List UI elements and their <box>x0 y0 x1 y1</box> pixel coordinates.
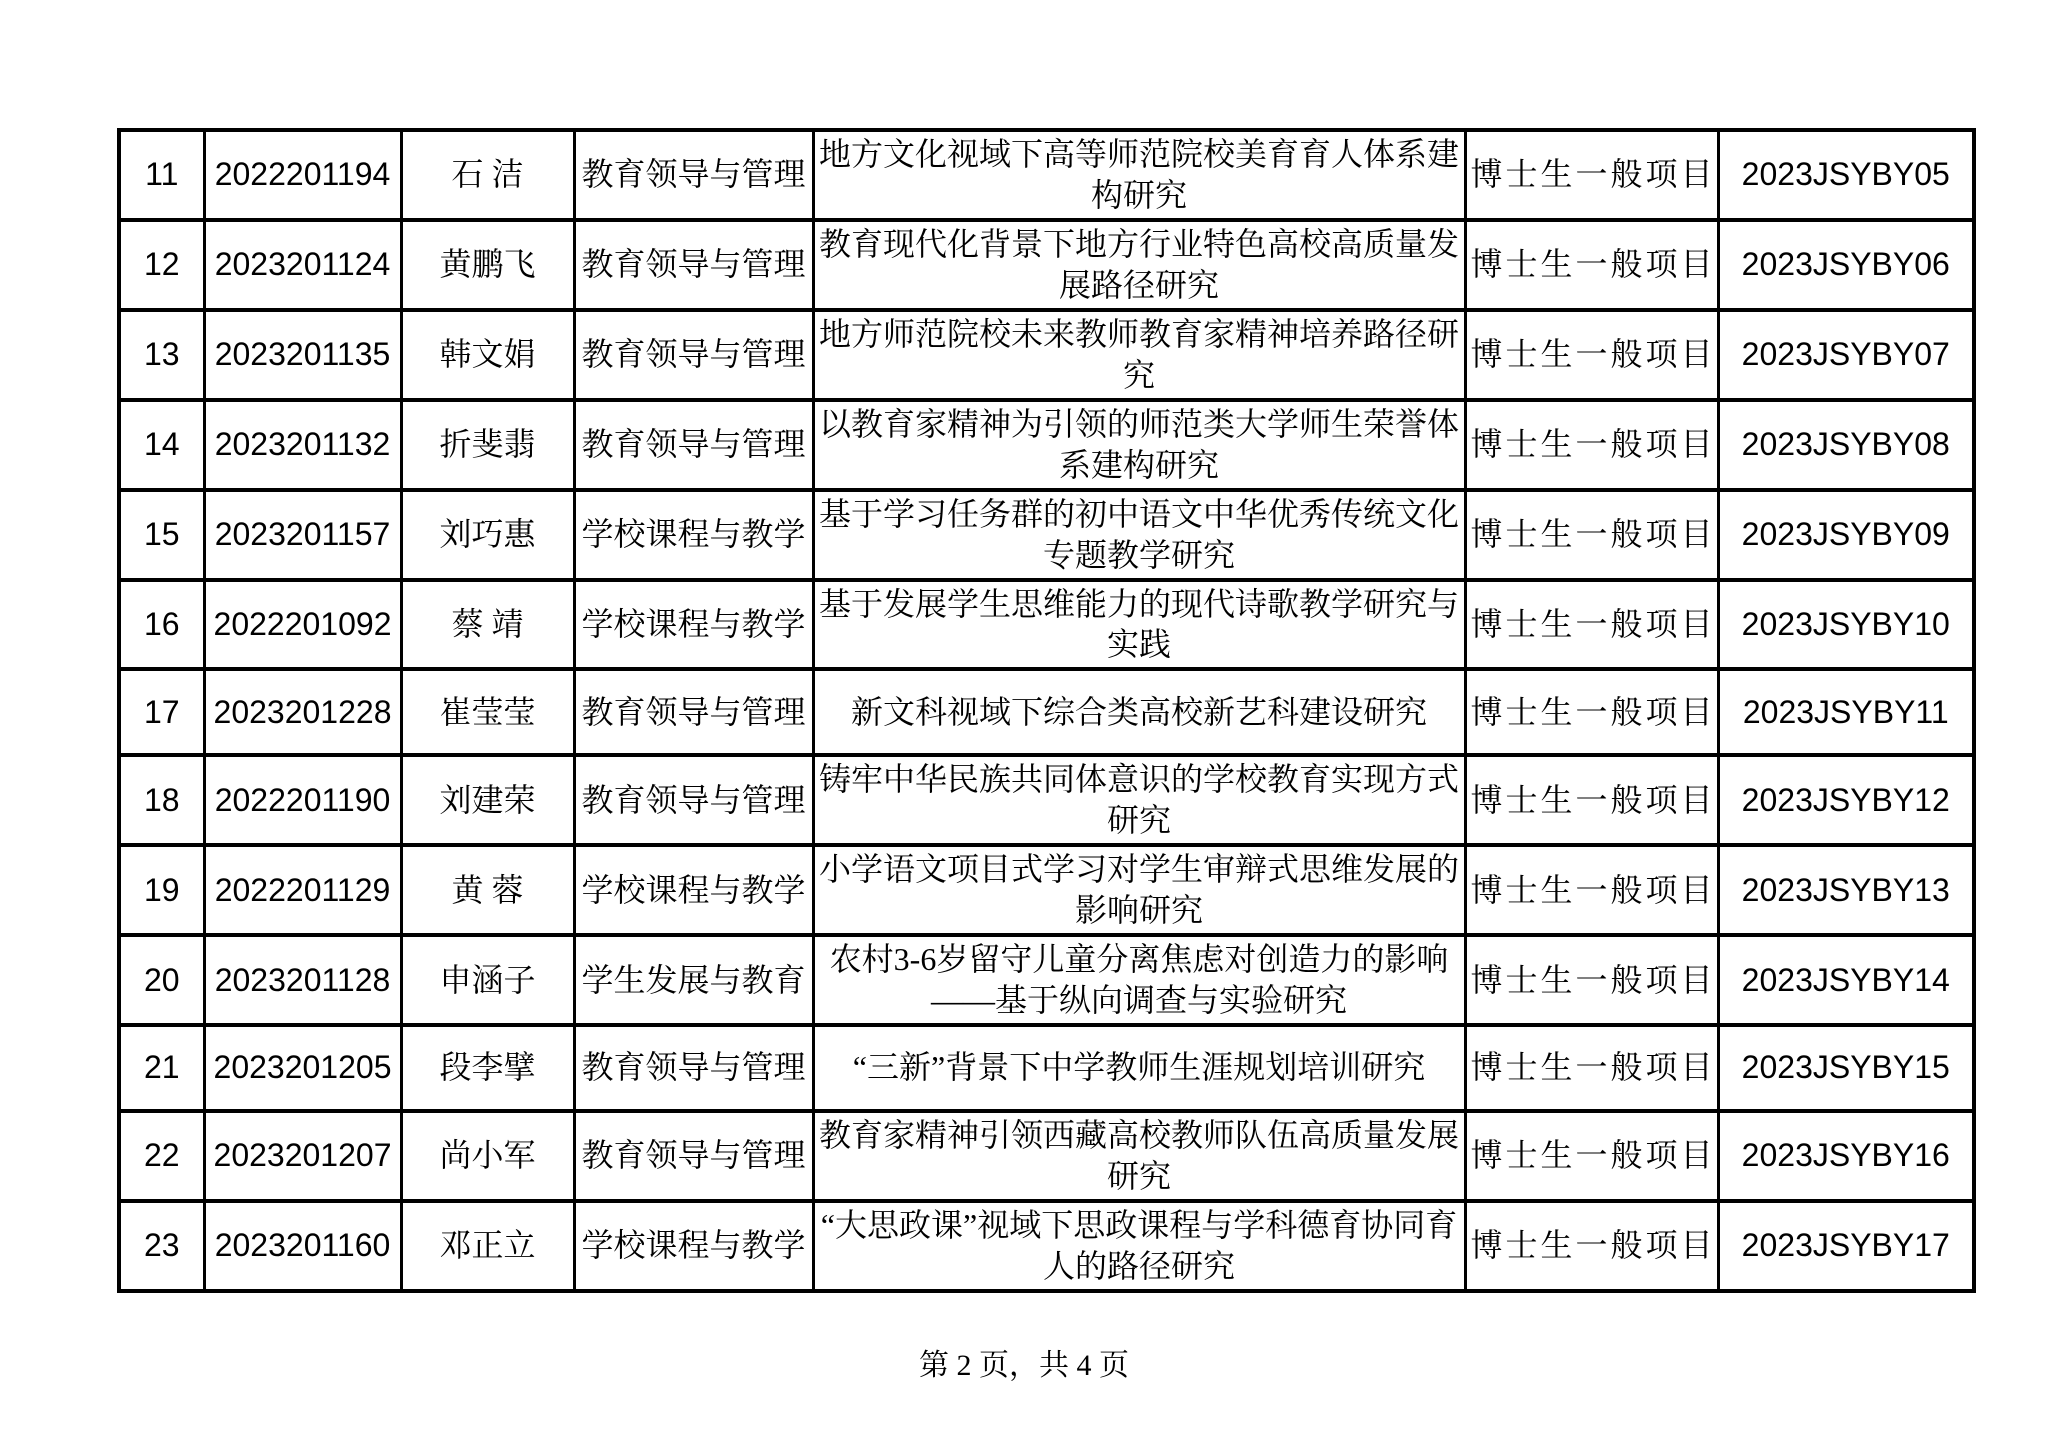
row-number-cell: 12 <box>119 220 204 310</box>
row-number-cell: 23 <box>119 1201 204 1291</box>
row-number-cell: 11 <box>119 130 204 220</box>
name-cell: 石 洁 <box>401 130 574 220</box>
project-title-cell: 地方师范院校未来教师教育家精神培养路径研究 <box>813 310 1465 400</box>
project-title-cell: “三新”背景下中学教师生涯规划培训研究 <box>813 1025 1465 1111</box>
research-field-cell: 教育领导与管理 <box>574 310 813 400</box>
project-type-cell: 博士生一般项目 <box>1465 1025 1718 1111</box>
project-type-cell: 博士生一般项目 <box>1465 580 1718 670</box>
name-cell: 折斐翡 <box>401 400 574 490</box>
name-cell: 黄 蓉 <box>401 845 574 935</box>
project-code-cell: 2023JSYBY16 <box>1718 1111 1974 1201</box>
project-type-cell: 博士生一般项目 <box>1465 220 1718 310</box>
project-title-cell: 基于发展学生思维能力的现代诗歌教学研究与实践 <box>813 580 1465 670</box>
project-title-cell: 地方文化视域下高等师范院校美育育人体系建构研究 <box>813 130 1465 220</box>
table-row <box>119 580 1974 670</box>
project-code-cell: 2023JSYBY12 <box>1718 755 1974 845</box>
name-cell: 段李擘 <box>401 1025 574 1111</box>
student-id-cell: 2023201205 <box>204 1025 401 1111</box>
research-field-cell: 学校课程与教学 <box>574 490 813 580</box>
name-cell: 韩文娟 <box>401 310 574 400</box>
research-field-cell: 教育领导与管理 <box>574 220 813 310</box>
project-code-cell: 2023JSYBY09 <box>1718 490 1974 580</box>
project-type-cell: 博士生一般项目 <box>1465 400 1718 490</box>
project-code-cell: 2023JSYBY08 <box>1718 400 1974 490</box>
project-title-cell: 教育现代化背景下地方行业特色高校高质量发展路径研究 <box>813 220 1465 310</box>
project-title-cell: 铸牢中华民族共同体意识的学校教育实现方式研究 <box>813 755 1465 845</box>
research-field-cell: 学校课程与教学 <box>574 1201 813 1291</box>
project-title-cell: 小学语文项目式学习对学生审辩式思维发展的影响研究 <box>813 845 1465 935</box>
project-code-cell: 2023JSYBY14 <box>1718 935 1974 1025</box>
project-title-cell: 新文科视域下综合类高校新艺科建设研究 <box>813 669 1465 755</box>
student-id-cell: 2022201129 <box>204 845 401 935</box>
student-id-cell: 2023201124 <box>204 220 401 310</box>
research-field-cell: 教育领导与管理 <box>574 400 813 490</box>
project-code-cell: 2023JSYBY17 <box>1718 1201 1974 1291</box>
research-field-cell: 教育领导与管理 <box>574 1025 813 1111</box>
project-code-cell: 2023JSYBY11 <box>1718 669 1974 755</box>
row-number-cell: 14 <box>119 400 204 490</box>
research-field-cell: 学校课程与教学 <box>574 580 813 670</box>
student-id-cell: 2023201207 <box>204 1111 401 1201</box>
student-id-cell: 2022201190 <box>204 755 401 845</box>
project-type-cell: 博士生一般项目 <box>1465 845 1718 935</box>
row-number-cell: 15 <box>119 490 204 580</box>
project-title-cell: 教育家精神引领西藏高校教师队伍高质量发展研究 <box>813 1111 1465 1201</box>
name-cell: 崔莹莹 <box>401 669 574 755</box>
project-type-cell: 博士生一般项目 <box>1465 1111 1718 1201</box>
project-code-cell: 2023JSYBY10 <box>1718 580 1974 670</box>
projects-table <box>117 128 1976 1293</box>
page-number-footer: 第 2 页，共 4 页 <box>919 1349 1129 1382</box>
research-field-cell: 教育领导与管理 <box>574 1111 813 1201</box>
student-id-cell: 2023201132 <box>204 400 401 490</box>
student-id-cell: 2023201157 <box>204 490 401 580</box>
student-id-cell: 2023201160 <box>204 1201 401 1291</box>
row-number-cell: 18 <box>119 755 204 845</box>
project-type-cell: 博士生一般项目 <box>1465 130 1718 220</box>
name-cell: 邓正立 <box>401 1201 574 1291</box>
name-cell: 蔡 靖 <box>401 580 574 670</box>
name-cell: 黄鹏飞 <box>401 220 574 310</box>
row-number-cell: 17 <box>119 669 204 755</box>
project-code-cell: 2023JSYBY06 <box>1718 220 1974 310</box>
project-code-cell: 2023JSYBY13 <box>1718 845 1974 935</box>
project-title-cell: 以教育家精神为引领的师范类大学师生荣誉体系建构研究 <box>813 400 1465 490</box>
student-id-cell: 2022201194 <box>204 130 401 220</box>
student-id-cell: 2022201092 <box>204 580 401 670</box>
row-number-cell: 16 <box>119 580 204 670</box>
project-type-cell: 博士生一般项目 <box>1465 755 1718 845</box>
research-field-cell: 教育领导与管理 <box>574 130 813 220</box>
table-row <box>119 400 1974 490</box>
table-row <box>119 755 1974 845</box>
project-title-cell: 农村3-6岁留守儿童分离焦虑对创造力的影响——基于纵向调查与实验研究 <box>813 935 1465 1025</box>
name-cell: 刘巧惠 <box>401 490 574 580</box>
project-title-cell: “大思政课”视域下思政课程与学科德育协同育人的路径研究 <box>813 1201 1465 1291</box>
research-field-cell: 学生发展与教育 <box>574 935 813 1025</box>
table-row <box>119 669 1974 755</box>
table-row <box>119 1025 1974 1111</box>
project-type-cell: 博士生一般项目 <box>1465 669 1718 755</box>
research-field-cell: 教育领导与管理 <box>574 755 813 845</box>
name-cell: 刘建荣 <box>401 755 574 845</box>
table-row <box>119 935 1974 1025</box>
name-cell: 申涵子 <box>401 935 574 1025</box>
row-number-cell: 22 <box>119 1111 204 1201</box>
research-field-cell: 学校课程与教学 <box>574 845 813 935</box>
table-row <box>119 490 1974 580</box>
row-number-cell: 21 <box>119 1025 204 1111</box>
student-id-cell: 2023201135 <box>204 310 401 400</box>
table-row <box>119 130 1974 220</box>
table-row <box>119 1111 1974 1201</box>
table-row <box>119 1201 1974 1291</box>
student-id-cell: 2023201228 <box>204 669 401 755</box>
project-type-cell: 博士生一般项目 <box>1465 935 1718 1025</box>
project-type-cell: 博士生一般项目 <box>1465 1201 1718 1291</box>
project-code-cell: 2023JSYBY15 <box>1718 1025 1974 1111</box>
row-number-cell: 19 <box>119 845 204 935</box>
project-type-cell: 博士生一般项目 <box>1465 490 1718 580</box>
table-row <box>119 845 1974 935</box>
project-code-cell: 2023JSYBY05 <box>1718 130 1974 220</box>
research-field-cell: 教育领导与管理 <box>574 669 813 755</box>
row-number-cell: 13 <box>119 310 204 400</box>
student-id-cell: 2023201128 <box>204 935 401 1025</box>
project-type-cell: 博士生一般项目 <box>1465 310 1718 400</box>
table-row <box>119 310 1974 400</box>
row-number-cell: 20 <box>119 935 204 1025</box>
table-row <box>119 220 1974 310</box>
name-cell: 尚小军 <box>401 1111 574 1201</box>
project-code-cell: 2023JSYBY07 <box>1718 310 1974 400</box>
project-title-cell: 基于学习任务群的初中语文中华优秀传统文化专题教学研究 <box>813 490 1465 580</box>
